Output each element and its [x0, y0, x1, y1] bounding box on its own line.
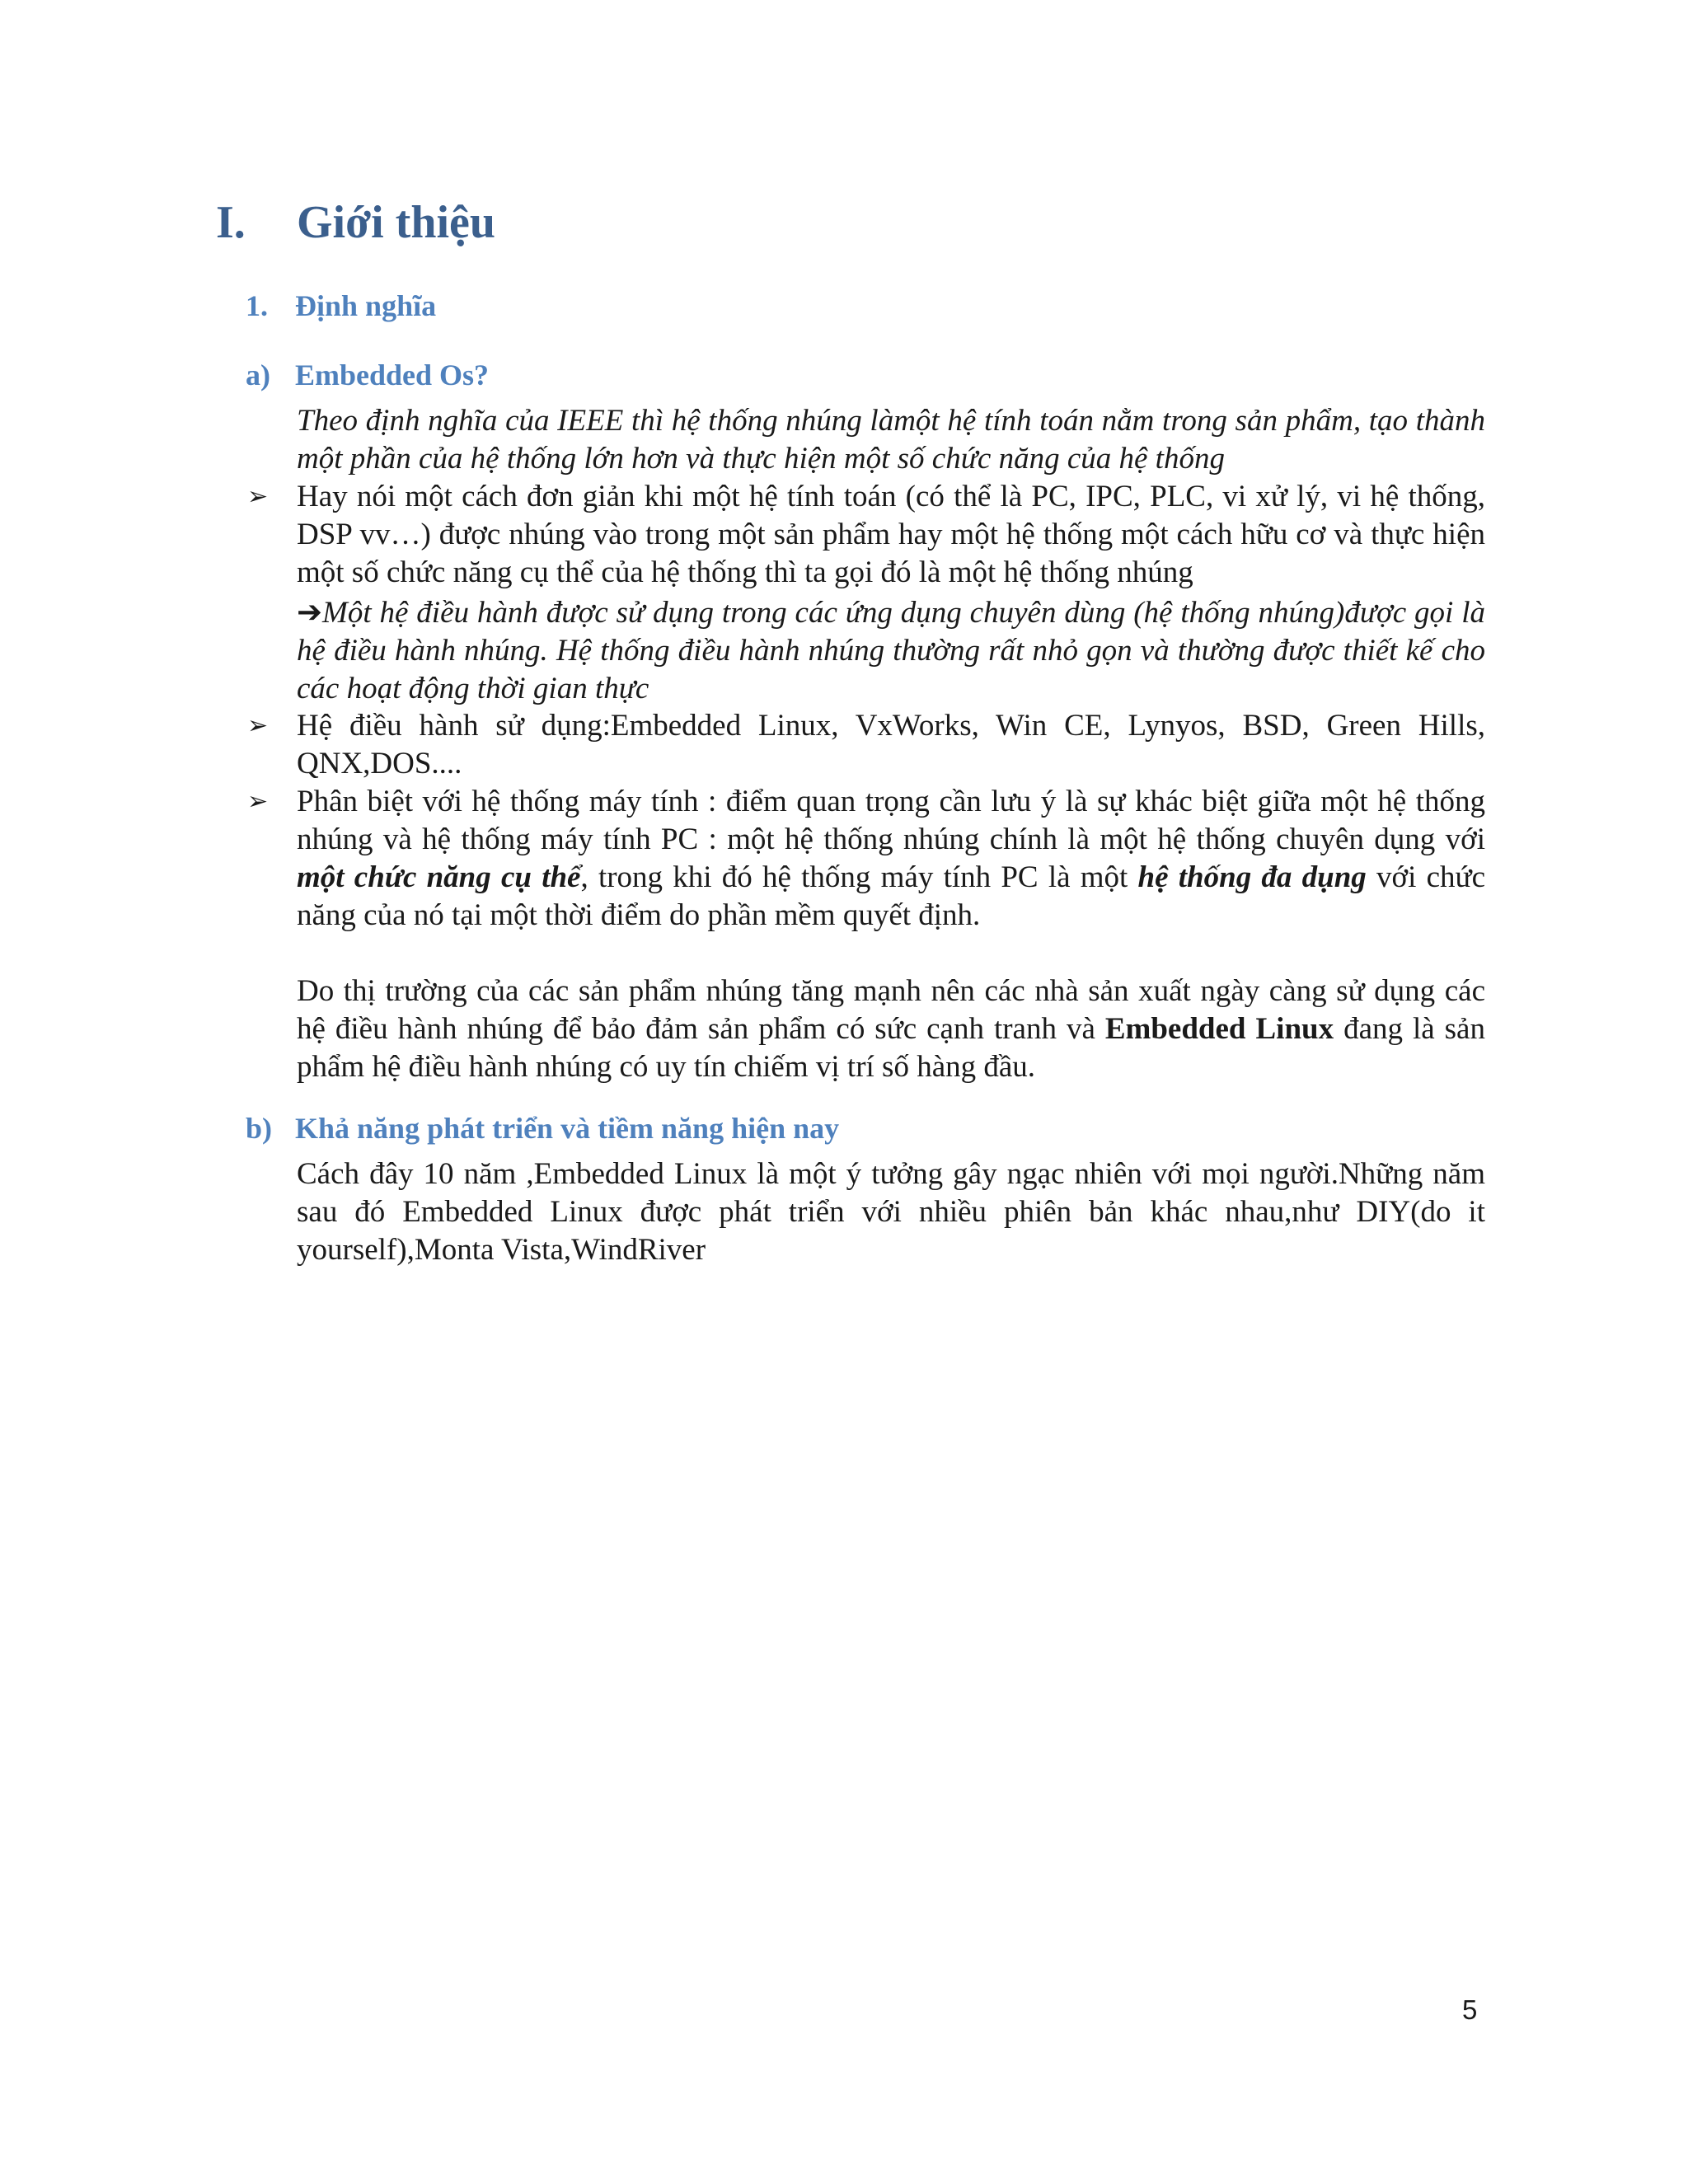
bullet-arrowhead-icon: ➢ — [247, 482, 269, 511]
emphasis-text: một chức năng cụ thể — [297, 860, 581, 894]
market-text-part: đang là sản phẩm hệ điều hành nhúng có uy tín chiếm vị trí số hàng đầu. — [297, 1012, 1485, 1084]
conclusion-paragraph — [297, 593, 1485, 708]
bullet-text: Hay nói một cách đơn giản khi một hệ tính toán (có thể là PC, IPC, PLC, vi xử lý, vi hệ thống, DSP vv…) được nhúng vào trong một sản phẩm hay một hệ thống một cách hữu cơ và thực hiện một số chức năng cụ thể của hệ thống thì ta gọi đó là một hệ thống nhúng — [297, 480, 1485, 589]
subsection-letter: a) — [246, 359, 270, 391]
right-arrow-icon: ➔ — [297, 594, 323, 630]
conclusion-text: Một hệ điều hành được sử dụng trong các ứng dụng chuyên dùng (hệ thống nhúng)được gọi là hệ điều hành nhúng. Hệ thống điều hành nhúng thường rất nhỏ gọn và thường được thiết kế cho các hoạt động thời gian thực — [297, 596, 1485, 705]
emphasis-text: hệ thống đa dụng — [1137, 860, 1367, 894]
subsection-title: Khả năng phát triển và tiềm năng hiện nay — [295, 1112, 840, 1145]
market-text-part: Do thị trường của các sản phẩm nhúng tăng mạnh nên các nhà sản xuất ngày càng sử dụng các hệ điều hành nhúng để bảo đảm sản phẩm có sức cạnh tranh và — [297, 974, 1485, 1046]
bullet-text-part: , trong khi đó hệ thống máy tính PC là một — [580, 860, 1138, 894]
subsection-letter: b) — [246, 1112, 273, 1145]
chapter-heading — [216, 196, 495, 249]
page-number: 5 — [1462, 1994, 1478, 2025]
bullet-item-2 — [247, 707, 1485, 783]
ieee-definition: Theo định nghĩa của IEEE thì hệ thống nhúng làmột hệ tính toán nằm trong sản phẩm, tạo thành một phần của hệ thống lớn hơn và thực hiện một số chức năng của hệ thống — [297, 404, 1485, 476]
bullet-arrowhead-icon: ➢ — [247, 711, 269, 740]
subsection-heading-a — [246, 358, 489, 392]
bullet-text-part: Phân biệt với hệ thống máy tính : điểm quan trọng cần lưu ý là sự khác biệt giữa một hệ thống nhúng và hệ thống máy tính PC : một hệ thống nhúng chính là một hệ thống chuyên dụng với — [297, 785, 1485, 856]
subsection-title: Embedded Os? — [295, 359, 490, 391]
bullet-arrowhead-icon: ➢ — [247, 787, 269, 816]
subsection-heading-b — [246, 1111, 839, 1146]
bullet-text: Hệ điều hành sử dụng:Embedded Linux, VxWorks, Win CE, Lynyos, BSD, Green Hills, QNX,DOS.... — [297, 709, 1485, 780]
section-number: 1. — [246, 289, 268, 322]
market-paragraph — [297, 972, 1485, 1086]
section-title: Định nghĩa — [295, 289, 437, 322]
section-heading-1 — [246, 288, 436, 323]
bullet-item-3 — [247, 783, 1485, 935]
chapter-title: Giới thiệu — [297, 197, 496, 248]
bullet-text-part: với chức năng của nó tại một thời điểm do phần mềm quyết định. — [297, 860, 1486, 932]
bullet-text — [297, 783, 1485, 935]
chapter-number: I. — [216, 197, 246, 248]
bullet-item-1 — [247, 478, 1485, 592]
development-paragraph: Cách đây 10 năm ,Embedded Linux là một ý tưởng gây ngạc nhiên với mọi người.Những năm sau đó Embedded Linux được phát triển với nhiều phiên bản khác nhau,như DIY(do it yourself),Monta Vista,WindRiver — [297, 1157, 1485, 1267]
bold-text: Embedded Linux — [1104, 1012, 1334, 1046]
